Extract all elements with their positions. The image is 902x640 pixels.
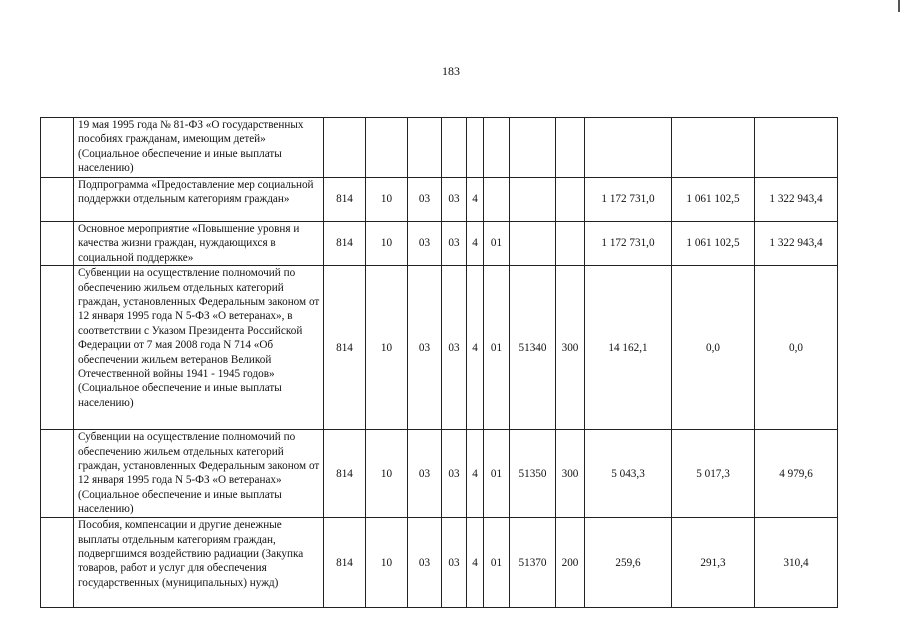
description-cell: Пособия, компенсации и другие денежные выплаты отдельным категориям граждан, подвергшимся воздействию радиации (Закупка товаров, работ и услуг для обеспечения государственных (муниципальных) нужд) <box>74 518 324 608</box>
section-cell: 10 <box>366 222 408 266</box>
value-2019-cell: 1 172 731,0 <box>585 222 672 266</box>
gov-cell: 814 <box>324 266 366 430</box>
subsection-cell: 03 <box>408 178 442 222</box>
value-2021-cell <box>755 118 838 178</box>
program-cell: 03 <box>442 222 467 266</box>
program-cell: 03 <box>442 178 467 222</box>
gov-cell: 814 <box>324 222 366 266</box>
page-edge-mark <box>898 0 900 12</box>
event-cell: 01 <box>484 518 510 608</box>
expense-type-cell <box>556 222 585 266</box>
description-cell: 19 мая 1995 года № 81-ФЗ «О государственных пособиях гражданам, имеющим детей» (Социальное обеспечение и иные выплаты населению) <box>74 118 324 178</box>
table-row <box>41 266 838 430</box>
subprogram-cell: 4 <box>467 178 484 222</box>
section-cell <box>366 118 408 178</box>
program-cell: 03 <box>442 266 467 430</box>
direction-cell: 51370 <box>510 518 556 608</box>
gov-cell: 814 <box>324 178 366 222</box>
direction-cell <box>510 178 556 222</box>
value-2020-cell <box>672 118 755 178</box>
program-cell: 03 <box>442 518 467 608</box>
value-2020-cell: 0,0 <box>672 266 755 430</box>
event-cell: 01 <box>484 222 510 266</box>
row-number-cell <box>41 518 74 608</box>
direction-cell: 51350 <box>510 430 556 518</box>
subprogram-cell <box>467 118 484 178</box>
value-2020-cell: 1 061 102,5 <box>672 178 755 222</box>
description-cell: Подпрограмма «Предоставление мер социальной поддержки отдельным категориям граждан» <box>74 178 324 222</box>
value-2020-cell: 5 017,3 <box>672 430 755 518</box>
expense-type-cell: 300 <box>556 266 585 430</box>
event-cell <box>484 118 510 178</box>
value-2021-cell: 4 979,6 <box>755 430 838 518</box>
gov-cell: 814 <box>324 518 366 608</box>
expense-type-cell <box>556 178 585 222</box>
subprogram-cell: 4 <box>467 518 484 608</box>
expense-type-cell <box>556 118 585 178</box>
value-2019-cell: 5 043,3 <box>585 430 672 518</box>
subsection-cell <box>408 118 442 178</box>
table-row <box>41 518 838 608</box>
subsection-cell: 03 <box>408 518 442 608</box>
table-row <box>41 118 838 178</box>
row-number-cell <box>41 118 74 178</box>
value-2019-cell: 259,6 <box>585 518 672 608</box>
page-number: 183 <box>442 64 460 78</box>
section-cell: 10 <box>366 266 408 430</box>
value-2021-cell: 1 322 943,4 <box>755 178 838 222</box>
subsection-cell: 03 <box>408 222 442 266</box>
gov-cell <box>324 118 366 178</box>
budget-table <box>40 117 838 608</box>
value-2019-cell: 14 162,1 <box>585 266 672 430</box>
value-2020-cell: 291,3 <box>672 518 755 608</box>
direction-cell <box>510 118 556 178</box>
event-cell: 01 <box>484 266 510 430</box>
value-2021-cell: 1 322 943,4 <box>755 222 838 266</box>
event-cell <box>484 178 510 222</box>
subprogram-cell: 4 <box>467 266 484 430</box>
direction-cell <box>510 222 556 266</box>
description-cell: Субвенции на осуществление полномочий по обеспечению жильем отдельных категорий граждан, установленных Федеральным законом от 12 января 1995 года N 5-ФЗ «О ветеранах», в соответствии с Указом Президента Российской Федерации от 7 мая 2008 года N 714 «Об обеспечении жильем ветеранов Великой Отечественной войны 1941 - 1945 годов» (Социальное обеспечение и иные выплаты населению) <box>74 266 324 430</box>
program-cell <box>442 118 467 178</box>
row-number-cell <box>41 222 74 266</box>
value-2019-cell: 1 172 731,0 <box>585 178 672 222</box>
description-cell: Основное мероприятие «Повышение уровня и качества жизни граждан, нуждающихся в социальной поддержке» <box>74 222 324 266</box>
value-2019-cell <box>585 118 672 178</box>
subprogram-cell: 4 <box>467 430 484 518</box>
table-row <box>41 178 838 222</box>
value-2020-cell: 1 061 102,5 <box>672 222 755 266</box>
section-cell: 10 <box>366 178 408 222</box>
value-2021-cell: 0,0 <box>755 266 838 430</box>
row-number-cell <box>41 266 74 430</box>
direction-cell: 51340 <box>510 266 556 430</box>
description-cell: Субвенции на осуществление полномочий по обеспечению жильем отдельных категорий граждан, установленных Федеральным законом от 12 января 1995 года N 5-ФЗ «О ветеранах» (Социальное обеспечение и иные выплаты населению) <box>74 430 324 518</box>
gov-cell: 814 <box>324 430 366 518</box>
table-row <box>41 222 838 266</box>
program-cell: 03 <box>442 430 467 518</box>
expense-type-cell: 300 <box>556 430 585 518</box>
value-2021-cell: 310,4 <box>755 518 838 608</box>
table-row <box>41 430 838 518</box>
row-number-cell <box>41 430 74 518</box>
subprogram-cell: 4 <box>467 222 484 266</box>
event-cell: 01 <box>484 430 510 518</box>
expense-type-cell: 200 <box>556 518 585 608</box>
subsection-cell: 03 <box>408 430 442 518</box>
subsection-cell: 03 <box>408 266 442 430</box>
section-cell: 10 <box>366 430 408 518</box>
row-number-cell <box>41 178 74 222</box>
section-cell: 10 <box>366 518 408 608</box>
